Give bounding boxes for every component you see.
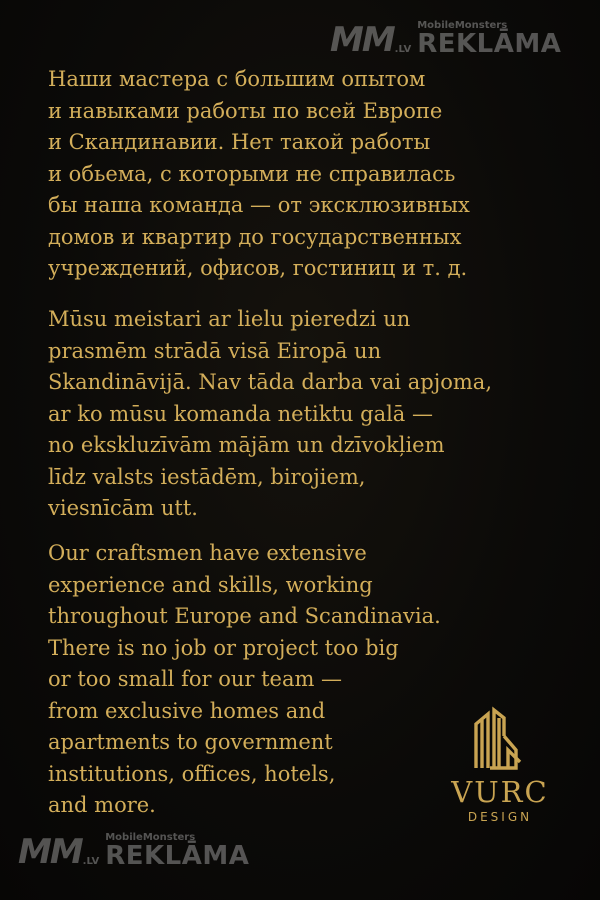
text-line: or too small for our team — [48, 667, 343, 691]
text-line: и обьема, с которыми не справилась [48, 161, 456, 186]
text-line: from exclusive homes and [48, 698, 326, 723]
text-line: throughout Europe and Scandinavia. [48, 604, 441, 628]
text-line: учреждений, офисов, гостиниц и т. д. [48, 256, 468, 280]
text-line: līdz valsts iestādēm, birojiem, [48, 464, 366, 489]
text-line: institutions, offices, hotels, [48, 761, 336, 786]
logo-subtitle: DESIGN [467, 810, 533, 824]
text-line: prasmēm strādā visā Eiropā un [48, 338, 382, 363]
text-line: and more. [48, 793, 156, 817]
text-line: Our craftsmen have extensive [48, 541, 367, 565]
watermark-text-group [417, 20, 561, 57]
text-line: There is no job or project too big [48, 635, 399, 660]
text-line: и навыками работы по всей Европе [48, 98, 443, 123]
paragraph-latvian [48, 304, 568, 525]
text-line: Наши мастера с большим опытом [48, 67, 426, 91]
watermark-top [330, 20, 562, 60]
text-line: apartments to government [48, 730, 333, 754]
text-line: бы наша команда — от эксклюзивных [48, 193, 470, 217]
watermark-text-group [105, 832, 249, 869]
text-line: viesnīcām utt. [48, 496, 198, 520]
paragraph-russian [48, 64, 568, 285]
building-icon [468, 706, 532, 770]
watermark-brand: MobileMonsters [105, 832, 196, 843]
text-line: experience and skills, working [48, 572, 373, 597]
text-line: no ekskluzīvām mājām un dzīvokļiem [48, 433, 445, 457]
watermark-lv: .LV [82, 856, 100, 867]
text-line: Mūsu meistari ar lielu pieredzi un [48, 307, 411, 331]
vurc-logo [442, 706, 558, 824]
watermark-reklama: REKLĀMA [417, 29, 562, 59]
text-line: ar ko mūsu komanda netiktu galā — [48, 401, 434, 426]
watermark-lv: .LV [394, 44, 412, 55]
watermark-bottom [18, 832, 250, 872]
watermark-reklama: REKLĀMA [105, 841, 250, 871]
watermark-mm-logo: MM [18, 832, 82, 872]
watermark-brand: MobileMonsters [417, 20, 508, 31]
text-line: домов и квартир до государственных [48, 224, 462, 249]
logo-wordmark: VURC [451, 775, 549, 809]
text-line: Skandināvijā. Nav tāda darba vai apjoma, [48, 370, 492, 394]
text-line: и Скандинавии. Нет такой работы [48, 130, 431, 154]
watermark-mm-logo: MM [330, 20, 394, 60]
